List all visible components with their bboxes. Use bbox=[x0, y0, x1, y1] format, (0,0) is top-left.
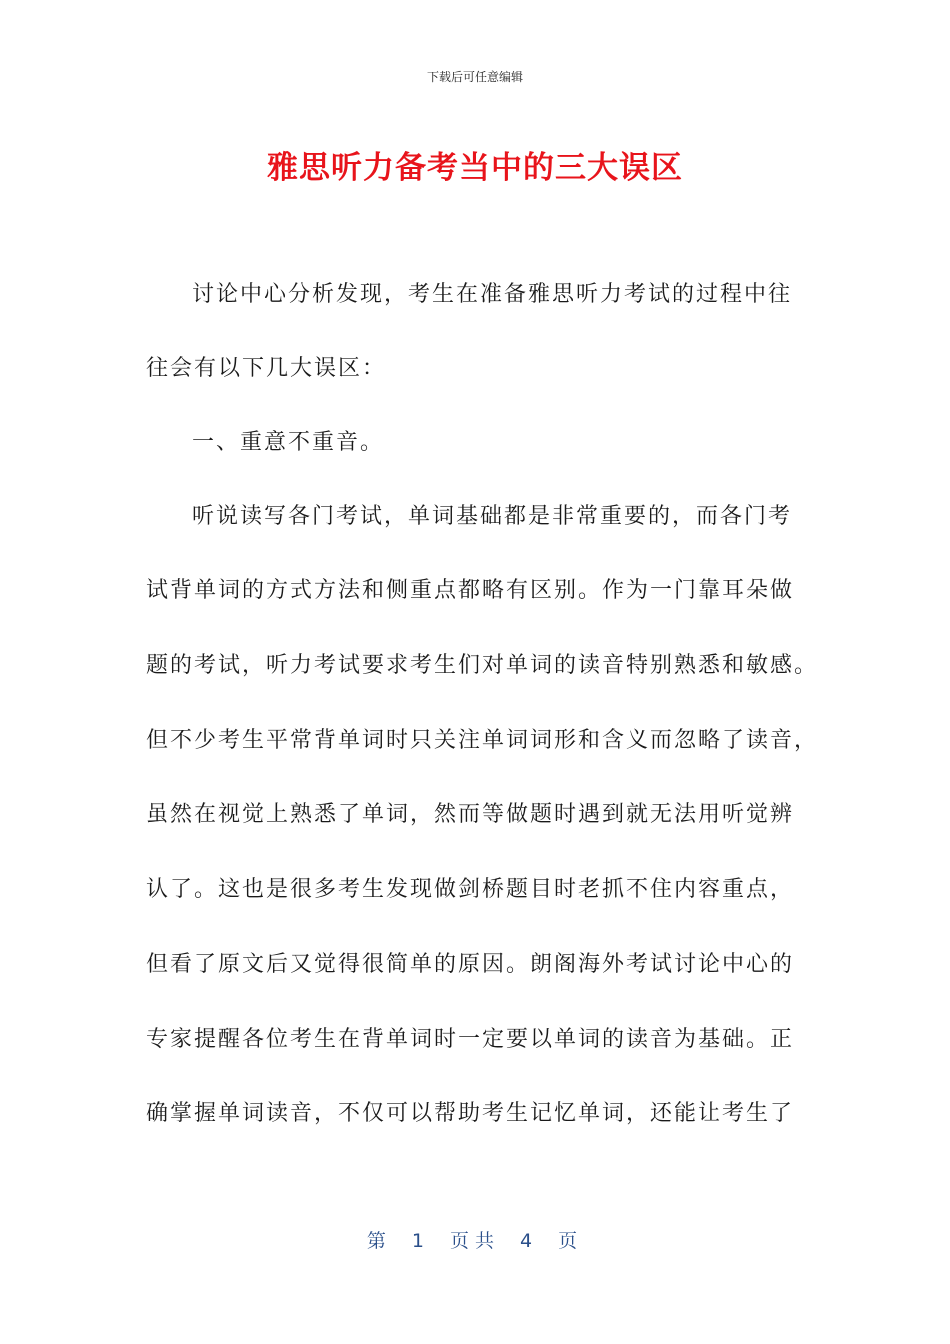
header-note: 下载后可任意编辑 bbox=[426, 70, 523, 84]
paragraph-line: 往会有以下几大误区： bbox=[146, 356, 387, 381]
paragraph-line: 虽然在视觉上熟悉了单词，然而等做题时遇到就无法用听觉辨 bbox=[146, 802, 795, 827]
paragraph-line: 确掌握单词读音，不仅可以帮助考生记忆单词，还能让考生了 bbox=[146, 1101, 795, 1126]
paragraph-line: 但看了原文后又觉得很简单的原因。朗阁海外考试讨论中心的 bbox=[146, 952, 795, 977]
document-title: 雅思听力备考当中的三大误区 bbox=[267, 150, 683, 186]
paragraph-line: 认了。这也是很多考生发现做剑桥题目时老抓不住内容重点， bbox=[146, 877, 795, 902]
paragraph-line: 专家提醒各位考生在背单词时一定要以单词的读音为基础。正 bbox=[146, 1027, 795, 1052]
paragraph-line: 题的考试，听力考试要求考生们对单词的读音特别熟悉和敏感。 bbox=[146, 653, 819, 678]
paragraph-line: 试背单词的方式方法和侧重点都略有区别。作为一门靠耳朵做 bbox=[146, 578, 795, 603]
paragraph-line: 讨论中心分析发现，考生在准备雅思听力考试的过程中往 bbox=[192, 282, 793, 307]
page-footer: 第 1 页共 4 页 bbox=[366, 1230, 584, 1252]
paragraph-line: 听说读写各门考试，单词基础都是非常重要的，而各门考 bbox=[192, 504, 793, 529]
paragraph-line: 一、重意不重音。 bbox=[192, 430, 385, 455]
paragraph-line: 但不少考生平常背单词时只关注单词词形和含义而忽略了读音， bbox=[146, 728, 819, 753]
